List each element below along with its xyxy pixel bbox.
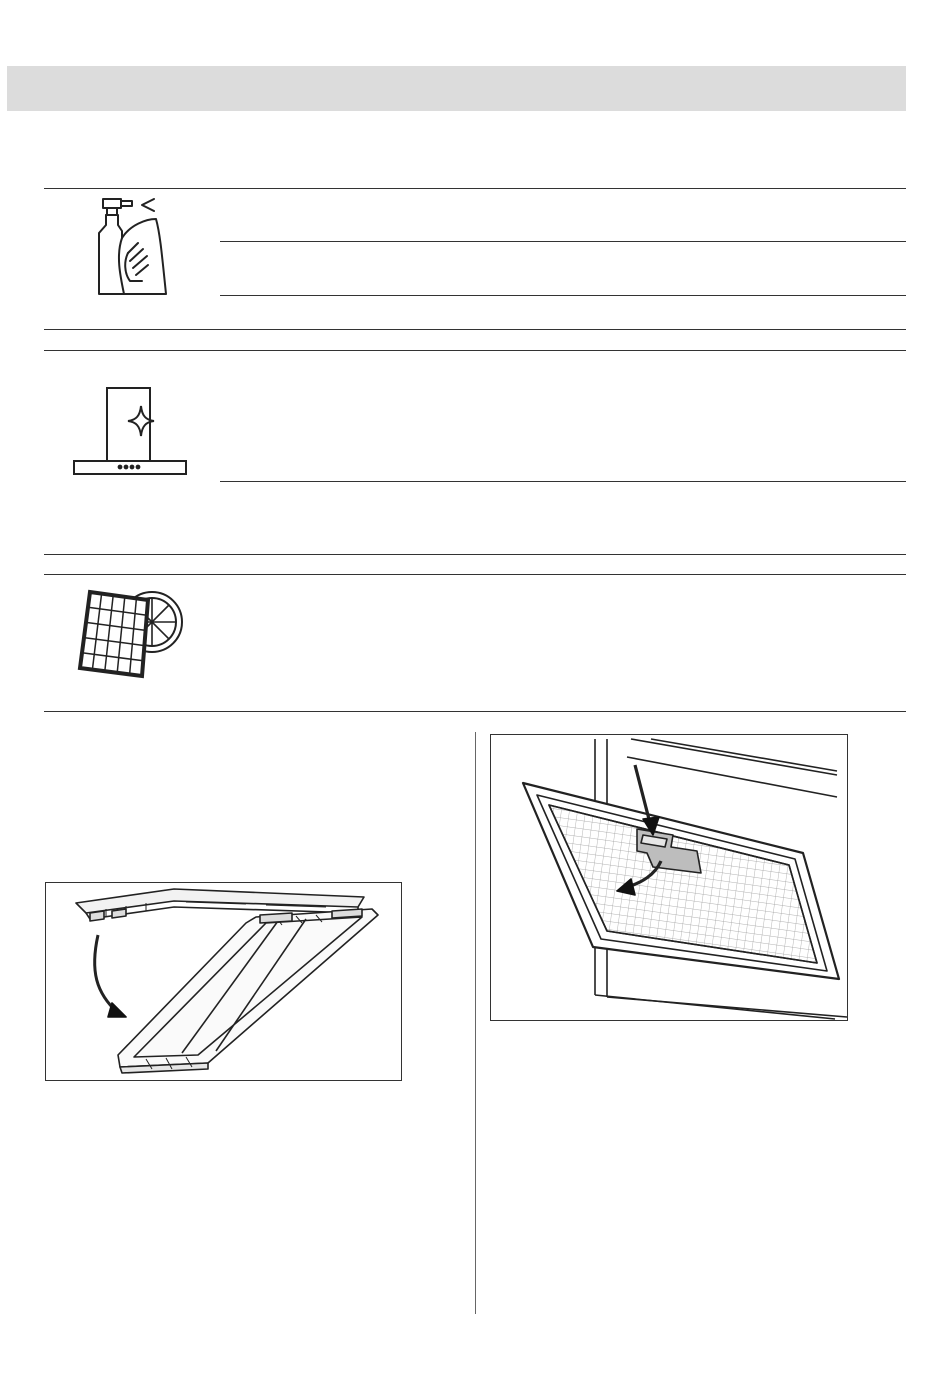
section-header-bar — [7, 66, 906, 111]
column-divider — [475, 732, 476, 1314]
table-rule — [44, 554, 906, 555]
filter-frame-hinge-open-icon — [45, 882, 402, 1081]
grease-and-carbon-filter-icon — [76, 582, 188, 682]
table-rule — [44, 329, 906, 330]
table-rule-top — [44, 188, 906, 189]
table-rule — [44, 574, 906, 575]
cooker-hood-sparkle-icon — [70, 386, 190, 478]
table-rule-bottom — [44, 711, 906, 712]
spray-cleaning-icon — [90, 195, 170, 299]
table-rule — [44, 350, 906, 351]
table-subrule — [220, 295, 906, 296]
table-subrule — [220, 241, 906, 242]
table-subrule — [220, 481, 906, 482]
grease-filter-latch-removal-icon — [490, 734, 848, 1021]
